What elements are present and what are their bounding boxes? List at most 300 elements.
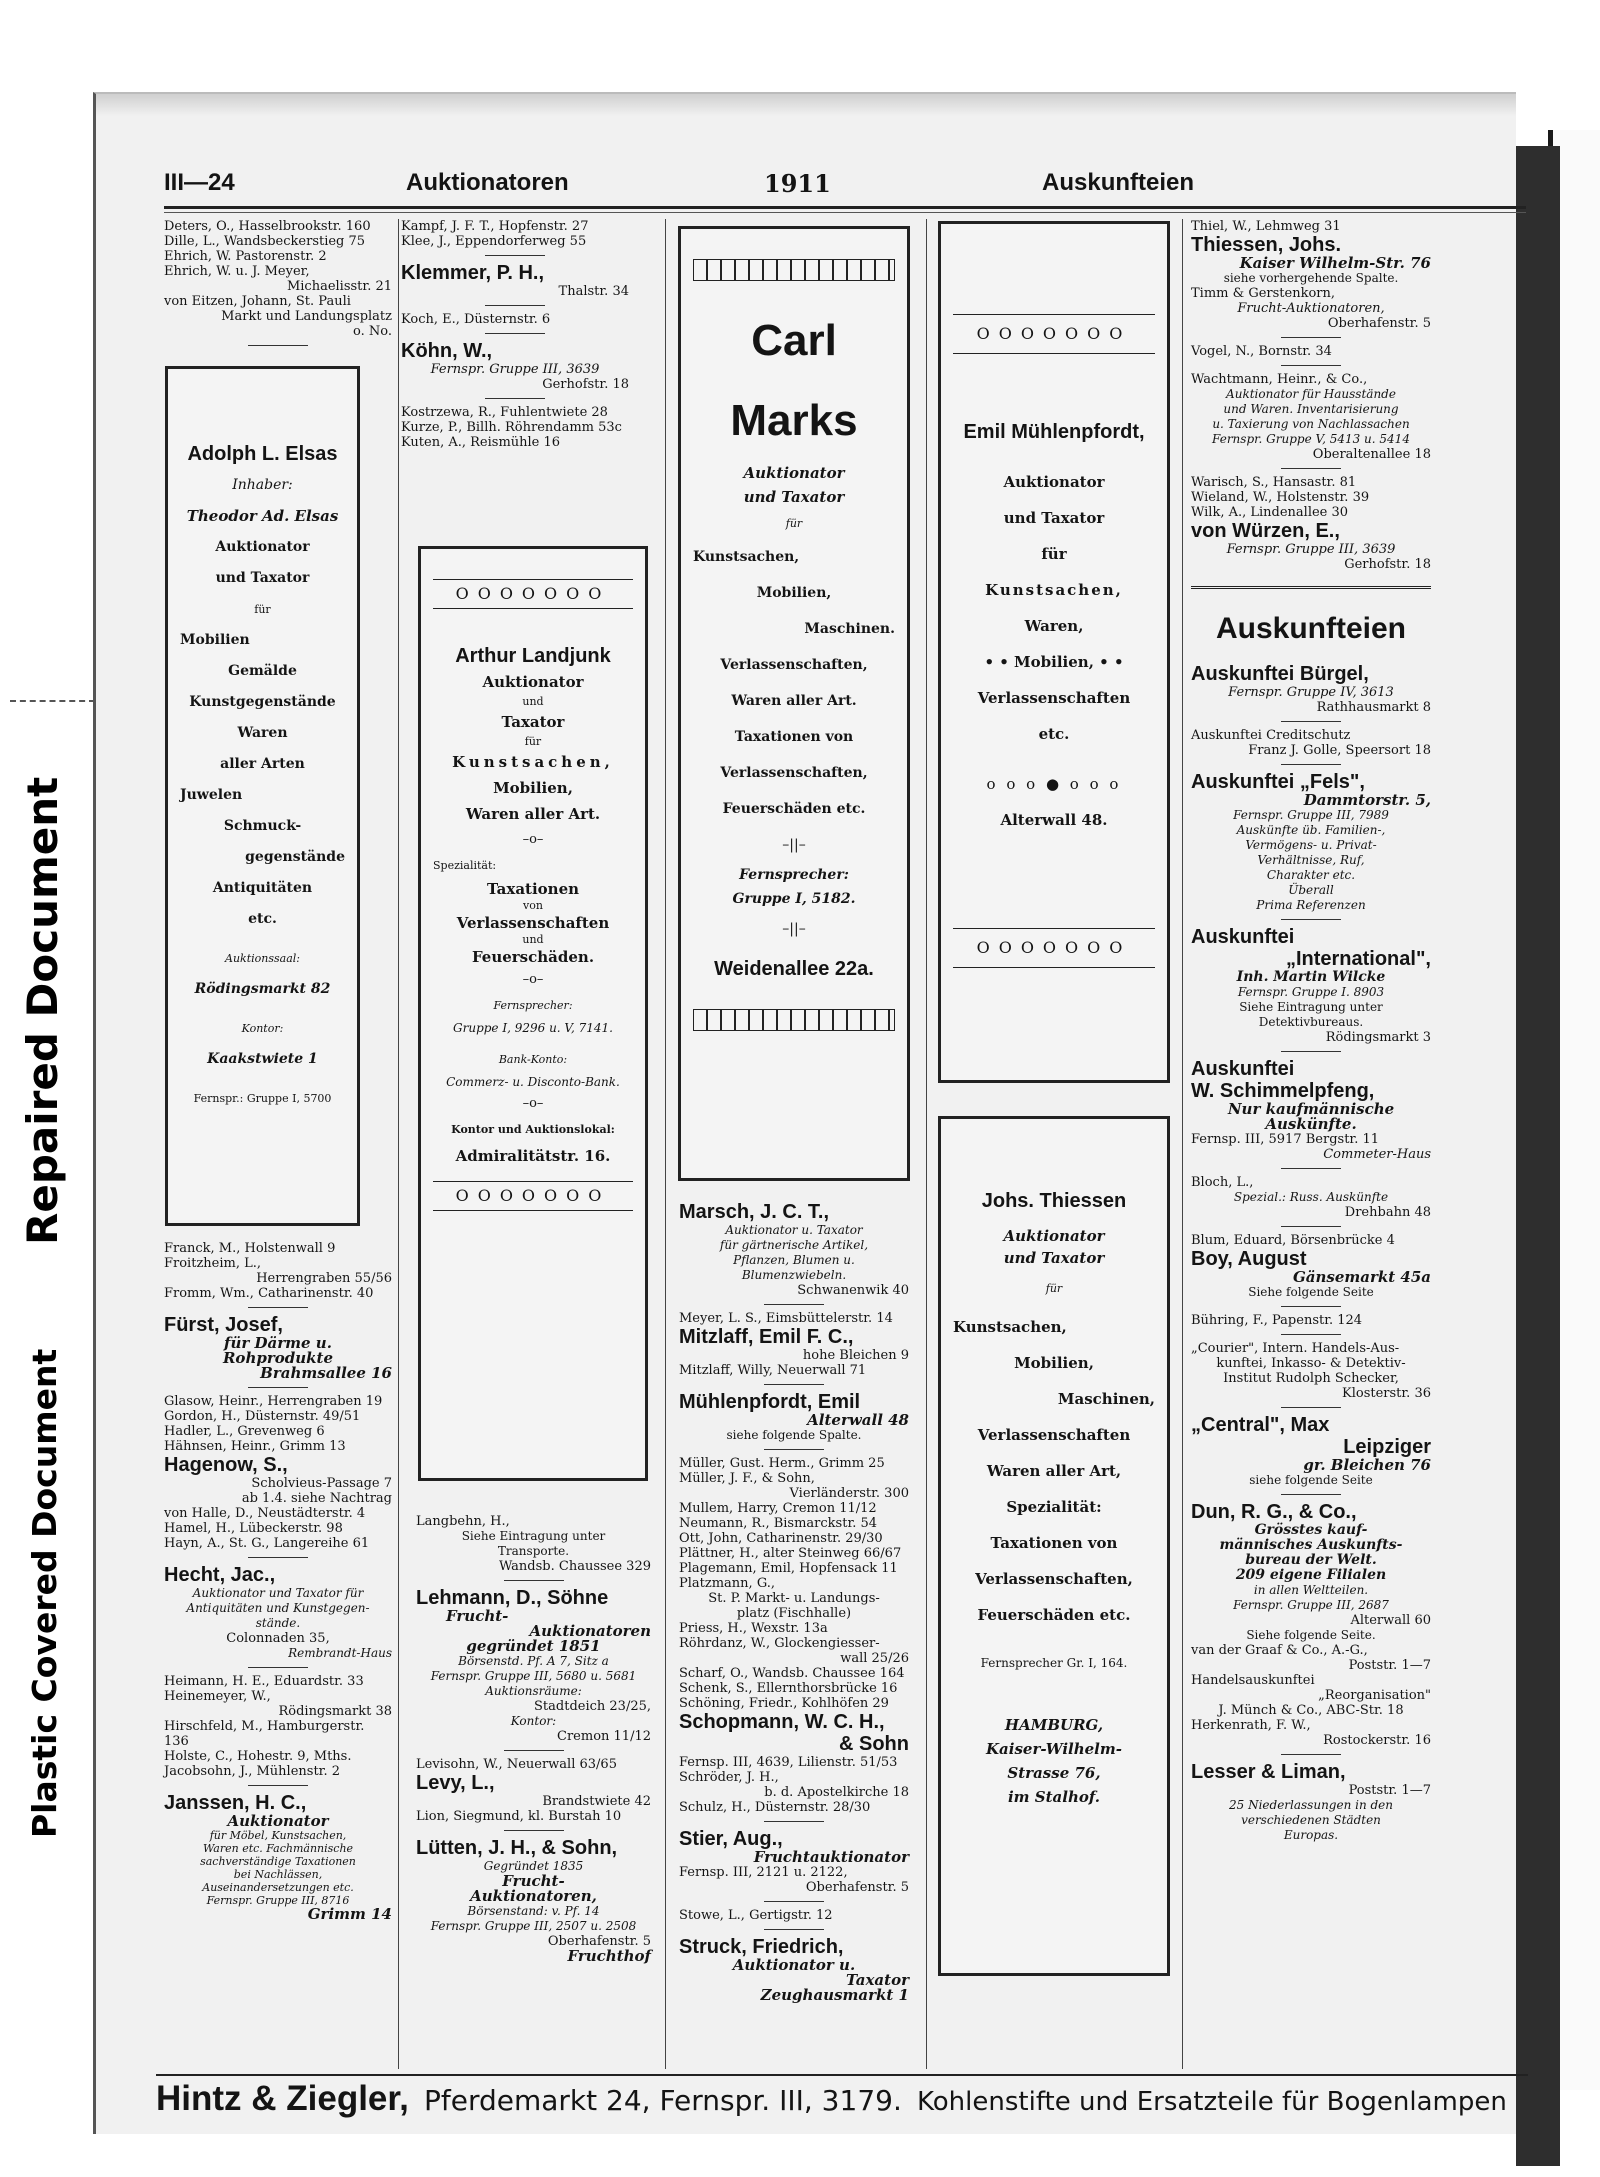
hecht-line: Antiquitäten und Kunstgegen-	[186, 1601, 370, 1615]
entry: Schöning, Friedr., Kohlhöfen 29	[679, 1696, 889, 1711]
marsch-line: Pflanzen, Blumen u.	[733, 1253, 855, 1267]
elsas-item: Antiquitäten	[212, 880, 313, 896]
entry: von Halle, D., Neustädterstr. 4	[164, 1506, 366, 1521]
lehmann-line: Fernspr. Gruppe III, 5680 u. 5681	[430, 1669, 637, 1683]
entry: Institut Rudolph Schecker,	[1223, 1371, 1399, 1386]
elsas-item: Waren	[237, 725, 288, 741]
thiessen-place: im Stalhof.	[1007, 1788, 1101, 1806]
hecht-line: Auktionator und Taxator für	[192, 1586, 364, 1600]
struck-line: Auktionator u.	[732, 1956, 856, 1974]
emil-line: • • Mobilien, • •	[984, 653, 1124, 671]
dun-line: bureau der Welt.	[1245, 1552, 1377, 1568]
emil-line: Kunstsachen,	[985, 581, 1123, 599]
schimmelpfeng-line: Nur kaufmännische	[1227, 1100, 1395, 1118]
international-line: Rödingsmarkt 3	[1325, 1030, 1431, 1045]
entry: Mitzlaff, Willy, Neuerwall 71	[679, 1363, 867, 1378]
entry: von Eitzen, Johann, St. Pauli	[164, 294, 351, 309]
muehlenpfordt-name: Mühlenpfordt, Emil	[679, 1391, 861, 1413]
entry: und Waren. Inventarisierung	[1223, 402, 1399, 416]
footer-rule	[156, 2074, 1528, 2076]
entry: Hamel, H., Lübeckerstr. 98	[164, 1521, 343, 1536]
entry: Vierländerstr. 300	[789, 1486, 909, 1501]
column-3-lower	[679, 1201, 909, 2003]
header-year: 1911	[764, 169, 831, 198]
central-name-2: Leipziger	[1343, 1436, 1431, 1458]
entry: Schenk, S., Ellernthorsbrücke 16	[679, 1681, 898, 1696]
struck-name: Struck, Friedrich,	[679, 1936, 844, 1958]
separator	[248, 1557, 308, 1558]
separator	[485, 398, 545, 399]
struck-line: Zeughausmarkt 1	[760, 1986, 909, 2004]
janssen-line: bei Nachlässen,	[233, 1868, 323, 1881]
janssen-line: für Möbel, Kunstsachen,	[209, 1829, 347, 1842]
entry: Rostockerstr. 16	[1323, 1733, 1431, 1748]
column-2	[401, 219, 629, 450]
entry: Ott, John, Catharinenstr. 29/30	[679, 1531, 883, 1546]
elsas-item: gegenstände	[245, 849, 345, 865]
dots-ornament: OOOOOOO	[953, 314, 1155, 354]
thiessen-line: Kaiser Wilhelm-Str. 76	[1239, 254, 1431, 272]
entry: Kostrzewa, R., Fuhlentwiete 28	[401, 405, 608, 420]
entry: Neumann, R., Bismarckstr. 54	[679, 1516, 878, 1531]
luetten-line: Gegründet 1835	[483, 1859, 584, 1873]
entry: Glasow, Heinr., Herrengraben 19	[164, 1394, 383, 1409]
boy-name: Boy, August	[1191, 1248, 1307, 1270]
ornament: –o–	[522, 972, 544, 987]
ornament: o o o ● o o o	[986, 775, 1122, 793]
fuerst-line: für Därme u.	[224, 1334, 332, 1352]
koehn-name: Köhn, W.,	[401, 340, 493, 362]
landjunk-bank-label: Bank-Konto:	[498, 1053, 568, 1066]
levy-address: Brandstwiete 42	[542, 1794, 651, 1809]
column-2-lower	[416, 1514, 651, 1964]
entry: Franck, M., Holstenwall 9	[164, 1241, 336, 1256]
landjunk-spezialitaet: Spezialität:	[433, 859, 497, 872]
wuerzen-name: von Würzen, E.,	[1191, 520, 1340, 542]
dun-line: Grösstes kauf-	[1254, 1522, 1368, 1538]
marks-line: Feuerschäden etc.	[722, 801, 866, 817]
elsas-item: Schmuck-	[223, 818, 302, 834]
thiessen-name: Johs. Thiessen	[981, 1190, 1127, 1212]
international-line: Detektivbureaus.	[1258, 1015, 1364, 1029]
struck-line: Taxator	[846, 1971, 909, 1989]
lehmann-line: gegründet 1851	[466, 1637, 601, 1655]
landjunk-advert	[418, 546, 648, 1481]
entry: Dille, L., Wandsbeckerstieg 75	[164, 234, 366, 249]
fels-line: Dammtorstr. 5,	[1303, 791, 1431, 809]
elsas-saal-label: Auktionssaal:	[225, 952, 300, 965]
entry: Bloch, L.,	[1191, 1175, 1254, 1190]
entry: Wilk, A., Lindenallee 30	[1191, 505, 1349, 520]
entry: o. No.	[353, 324, 392, 339]
page-top-shadow	[96, 94, 1516, 116]
separator	[1281, 1226, 1341, 1227]
dun-line: Siehe folgende Seite.	[1246, 1628, 1376, 1642]
separator	[248, 1387, 308, 1388]
entry: van der Graaf & Co., A.-G.,	[1191, 1643, 1368, 1658]
entry: Koch, E., Düsternstr. 6	[401, 312, 551, 327]
dots-ornament: OOOOOOO	[433, 579, 633, 609]
separator	[764, 1449, 824, 1450]
entry: Fernspr. Gruppe V, 5413 u. 5414	[1212, 432, 1410, 446]
marks-fern-number: Gruppe I, 5182.	[732, 891, 856, 907]
entry: Ehrich, W. u. J. Meyer,	[164, 264, 310, 279]
elsas-saal-address: Rödingsmarkt 82	[194, 981, 331, 997]
entry: Heimann, H. E., Eduardstr. 33	[164, 1674, 364, 1689]
thiessen-line: Verlassenschaften	[977, 1426, 1131, 1444]
lesser-line: Europas.	[1283, 1828, 1339, 1842]
thiessen-line: siehe vorhergehende Spalte.	[1223, 271, 1399, 285]
page-number: III—24	[164, 169, 235, 196]
elsas-phone: Fernspr.: Gruppe I, 5700	[193, 1092, 332, 1105]
column-rule	[1182, 219, 1183, 2069]
landjunk-line: Auktionator	[482, 673, 584, 691]
separator	[248, 1785, 308, 1786]
entry: Klosterstr. 36	[1342, 1386, 1431, 1401]
entry: Michaelisstr. 21	[286, 279, 392, 294]
footer-firm: Hintz & Ziegler,	[156, 2079, 409, 2118]
entry: Auskunftei Creditschutz	[1191, 728, 1351, 743]
separator	[764, 1929, 824, 1930]
janssen-line: sachverständige Taxationen	[200, 1855, 356, 1868]
central-line: gr. Bleichen 76	[1303, 1456, 1431, 1474]
elsas-item: etc.	[248, 911, 277, 927]
separator	[485, 333, 545, 334]
landjunk-line: Feuerschäden.	[471, 948, 595, 966]
marks-line: Waren aller Art.	[731, 693, 857, 709]
entry: Holste, C., Hohestr. 9, Mths.	[164, 1749, 352, 1764]
marks-line: Taxationen von	[734, 729, 854, 745]
marks-line: Maschinen.	[804, 621, 895, 637]
separator	[764, 1821, 824, 1822]
marks-line: Kunstsachen,	[693, 549, 800, 565]
emil-line: Auktionator	[1003, 473, 1105, 491]
entry: Oberaltenallee 18	[1312, 447, 1431, 462]
column-rule	[665, 219, 666, 2069]
lehmann-line: Cremon 11/12	[557, 1729, 651, 1744]
central-name: „Central", Max	[1191, 1414, 1330, 1436]
muehlenpfordt-line: Alterwall 48	[807, 1411, 909, 1429]
separator	[1281, 919, 1341, 920]
marsch-line: Schwanenwik 40	[797, 1283, 909, 1298]
entry: Mullem, Harry, Cremon 11/12	[679, 1501, 877, 1516]
thiessen-line: Auktionator	[1003, 1227, 1105, 1245]
levy-name: Levy, L.,	[416, 1772, 495, 1794]
entry: St. P. Markt- u. Landungs-	[708, 1591, 880, 1606]
boy-line: Siehe folgende Seite	[1248, 1285, 1374, 1299]
separator	[1281, 764, 1341, 765]
entry: Wieland, W., Holstenstr. 39	[1191, 490, 1370, 505]
lehmann-line: Stadtdeich 23/25,	[534, 1699, 651, 1714]
marks-line: Mobilien,	[756, 585, 832, 601]
fels-line: Auskünfte üb. Familien-,	[1236, 823, 1386, 837]
entry: Froitzheim, L.,	[164, 1256, 262, 1271]
lesser-name: Lesser & Liman,	[1191, 1761, 1346, 1783]
elsas-owner: Theodor Ad. Elsas	[186, 507, 339, 525]
separator	[485, 305, 545, 306]
landjunk-line: Taxationen	[486, 880, 580, 898]
entry: Wandsb. Chaussee 329	[498, 1559, 651, 1574]
luetten-line: Auktionatoren,	[470, 1887, 597, 1905]
entry: Handelsauskunftei	[1191, 1673, 1315, 1688]
separator	[504, 1750, 564, 1751]
elsas-line: für	[254, 603, 271, 616]
boy-line: Gänsemarkt 45a	[1292, 1268, 1431, 1286]
emil-line: etc.	[1038, 725, 1070, 743]
plastic-covered-label: Plastic Covered Document	[25, 1348, 64, 1838]
separator	[1281, 721, 1341, 722]
lehmann-line: Börsenstd. Pf. A 7, Sitz a	[458, 1654, 609, 1668]
janssen-name: Janssen, H. C.,	[164, 1792, 307, 1814]
lehmann-name: Lehmann, D., Söhne	[416, 1587, 609, 1609]
marks-line: Verlassenschaften,	[720, 765, 868, 781]
column-rule	[398, 219, 399, 2069]
entry: Wachtmann, Heinr., & Co.,	[1191, 372, 1368, 387]
elsas-item: Mobilien	[180, 632, 250, 648]
entry: Klee, J., Eppendorferweg 55	[401, 234, 587, 249]
mitzlaff-name: Mitzlaff, Emil F. C.,	[679, 1326, 854, 1348]
entry: Herrengraben 55/56	[256, 1271, 392, 1286]
thiessen-line: und Taxator	[1003, 1249, 1105, 1267]
luetten-line: Frucht-	[502, 1872, 565, 1890]
thiessen-line: Waren aller Art,	[986, 1462, 1122, 1480]
lesser-line: Poststr. 1—7	[1348, 1783, 1431, 1798]
international-name-2: „International",	[1285, 948, 1431, 970]
entry: u. Taxierung von Nachlassachen	[1212, 417, 1410, 431]
entry: Vogel, N., Bornstr. 34	[1191, 344, 1332, 359]
marks-address: Weidenallee 22a.	[714, 958, 874, 980]
entry: J. Münch & Co., ABC-Str. 18	[1218, 1703, 1404, 1718]
landjunk-line: und	[522, 695, 544, 708]
entry: Röhrdanz, W., Glockengiesser-	[679, 1636, 880, 1651]
marks-line: und Taxator	[743, 488, 845, 506]
lesser-line: verschiedenen Städten	[1241, 1813, 1381, 1827]
international-line: Inh. Martin Wilcke	[1236, 969, 1386, 985]
entry: Stowe, L., Gertigstr. 12	[679, 1908, 833, 1923]
marks-name: Carl Marks	[730, 316, 858, 445]
fels-line: Fernspr. Gruppe III, 7989	[1233, 808, 1389, 822]
marks-fern-label: Fernsprecher:	[739, 867, 849, 883]
dashed-divider	[10, 700, 95, 702]
separator	[248, 1307, 308, 1308]
separator	[1281, 1334, 1341, 1335]
entry: Deters, O., Hasselbrookstr. 160	[164, 219, 371, 234]
buergel-name: Auskunftei Bürgel,	[1191, 663, 1369, 685]
separator	[504, 1830, 564, 1831]
mitzlaff-line: hohe Bleichen 9	[802, 1348, 909, 1363]
marks-line: Auktionator	[743, 464, 845, 482]
lehmann-line: Kontor:	[510, 1714, 557, 1728]
thiessen-city: HAMBURG,	[1004, 1716, 1104, 1734]
marsch-name: Marsch, J. C. T.,	[679, 1201, 830, 1223]
entry: Schröder, J. H.,	[679, 1770, 779, 1785]
elsas-item: Kunstgegenstände	[189, 694, 336, 710]
elsas-line: und Taxator	[215, 570, 310, 586]
dun-name: Dun, R. G., & Co.,	[1191, 1501, 1357, 1523]
entry: Thiel, W., Lehmweg 31	[1191, 219, 1341, 234]
entry: Levisohn, W., Neuerwall 63/65	[416, 1757, 617, 1772]
emil-line: Verlassenschaften	[977, 689, 1131, 707]
landjunk-line: Waren aller Art.	[465, 805, 601, 823]
page-binding-edge	[1516, 146, 1560, 2166]
separator	[1281, 468, 1341, 469]
emil-name: Emil Mühlenpfordt,	[963, 421, 1145, 443]
separator	[1281, 1754, 1341, 1755]
muehlenpfordt-line: siehe folgende Spalte.	[726, 1428, 862, 1442]
fuerst-line: Rohprodukte	[222, 1349, 334, 1367]
entry: Langbehn, H.,	[416, 1514, 510, 1529]
column-1-lower	[164, 1241, 392, 1922]
fels-line: Überall	[1288, 883, 1334, 897]
separator	[1281, 1407, 1341, 1408]
entry: Rödingsmarkt 38	[278, 1704, 392, 1719]
emil-address: Alterwall 48.	[1000, 811, 1108, 829]
elsas-kontor-label: Kontor:	[241, 1022, 284, 1035]
emil-line: für	[1041, 545, 1067, 563]
entry: Hadler, L., Grevenweg 6	[164, 1424, 325, 1439]
entry: Plättner, H., alter Steinweg 66/67	[679, 1546, 902, 1561]
footer-advert	[156, 2079, 1536, 2119]
fels-line: Vermögens- u. Privat-	[1245, 838, 1377, 852]
entry: Hirschfeld, M., Hamburgerstr. 136	[164, 1719, 365, 1749]
buergel-line: Rathhausmarkt 8	[1316, 700, 1431, 715]
entry: Franz J. Golle, Speersort 18	[1248, 743, 1431, 758]
ornament: –||–	[782, 837, 806, 853]
elsas-item: aller Arten	[220, 756, 305, 772]
hecht-line: stände.	[255, 1616, 301, 1630]
entry: Ehrich, W. Pastorenstr. 2	[164, 249, 327, 264]
landjunk-line: Verlassenschaften	[456, 914, 610, 932]
separator	[1281, 365, 1341, 366]
entry: platz (Fischhalle)	[736, 1606, 852, 1621]
koehn-line: Fernspr. Gruppe III, 3639	[430, 362, 600, 377]
stier-line: Fernsp. III, 2121 u. 2122,	[679, 1865, 848, 1880]
elsas-item: Juwelen	[180, 787, 243, 803]
entry: Gordon, H., Düsternstr. 49/51	[164, 1409, 361, 1424]
entry: Markt und Landungsplatz	[221, 309, 392, 324]
entry: Platzmann, G.,	[679, 1576, 776, 1591]
thiessen-advert	[938, 1116, 1170, 1976]
entry: Auktionator für Hausstände	[1226, 387, 1396, 401]
header-rule	[164, 206, 1526, 213]
elsas-advert	[165, 366, 360, 1226]
marks-line: für	[785, 517, 803, 530]
entry: Frucht-Auktionatoren,	[1237, 301, 1385, 316]
landjunk-fern-number: Gruppe I, 9296 u. V, 7141.	[453, 1021, 613, 1035]
entry: Meyer, L. S., Eimsbüttelerstr. 14	[679, 1311, 893, 1326]
lehmann-line: Auktionatoren	[529, 1622, 651, 1640]
dun-line: männisches Auskunfts-	[1219, 1537, 1403, 1553]
entry: b. d. Apostelkirche 18	[764, 1785, 909, 1800]
fuerst-line: Brahmsallee 16	[260, 1364, 392, 1382]
thiessen-street: Kaiser-Wilhelm-	[986, 1740, 1122, 1758]
lehmann-line: Frucht-	[446, 1607, 509, 1625]
schimmelpfeng-line: Auskünfte.	[1265, 1115, 1357, 1133]
landjunk-line: und	[522, 933, 544, 946]
fels-line: Verhältnisse, Ruf,	[1257, 853, 1365, 867]
hagenow-line: ab 1.4. siehe Nachtrag	[241, 1491, 392, 1506]
luetten-name: Lütten, J. H., & Sohn,	[416, 1837, 618, 1859]
marsch-line: für gärtnerische Artikel,	[719, 1238, 869, 1252]
schimmelpfeng-line: Fernsp. III, 5917 Bergstr. 11	[1191, 1132, 1380, 1147]
schopmann-line: Fernsp. III, 4639, Lilienstr. 51/53	[679, 1755, 898, 1770]
separator	[485, 255, 545, 256]
entry: Müller, J. F., & Sohn,	[679, 1471, 815, 1486]
entry: Müller, Gust. Herm., Grimm 25	[679, 1456, 885, 1471]
wuerzen-line: Fernspr. Gruppe III, 3639	[1226, 542, 1396, 557]
koehn-line: Gerhofstr. 18	[542, 377, 629, 392]
thiessen-line: Kunstsachen,	[953, 1318, 1067, 1336]
janssen-line: Auseinandersetzungen etc.	[202, 1881, 354, 1894]
column-5	[1191, 219, 1431, 1843]
fuerst-name: Fürst, Josef,	[164, 1314, 283, 1336]
dun-line: Alterwall 60	[1350, 1613, 1431, 1628]
entry: Transporte.	[497, 1544, 570, 1558]
schopmann-name-2: & Sohn	[839, 1733, 909, 1755]
stier-name: Stier, Aug.,	[679, 1828, 783, 1850]
thiessen-phone: Fernsprecher Gr. I, 164.	[980, 1656, 1128, 1670]
stier-line: Fruchtauktionator	[753, 1848, 909, 1866]
international-name: Auskunftei	[1191, 926, 1295, 948]
separator	[1281, 337, 1341, 338]
entry: Timm & Gerstenkorn,	[1191, 286, 1335, 301]
schimmelpfeng-name: Auskunftei	[1191, 1058, 1295, 1080]
luetten-line: Oberhafenstr. 5	[547, 1934, 651, 1949]
thiessen-line: für	[1045, 1282, 1063, 1295]
central-line: siehe folgende Seite	[1249, 1473, 1373, 1487]
document-page	[93, 92, 1516, 2134]
fels-line: Prima Referenzen	[1256, 898, 1366, 912]
janssen-line: Fernspr. Gruppe III, 8716	[206, 1894, 350, 1907]
emil-muehlenpfordt-advert	[938, 221, 1170, 1083]
column-1	[164, 219, 392, 352]
international-line: Fernspr. Gruppe I. 8903	[1237, 985, 1385, 999]
thiessen-line: Feuerschäden etc.	[977, 1606, 1131, 1624]
ornament: –o–	[522, 1096, 544, 1111]
entry: Lion, Siegmund, kl. Burstah 10	[416, 1809, 622, 1824]
buergel-line: Fernspr. Gruppe IV, 3613	[1228, 685, 1394, 700]
lehmann-line: Auktionsräume:	[485, 1684, 582, 1698]
hecht-name: Hecht, Jac.,	[164, 1564, 276, 1586]
entry: Warisch, S., Hansastr. 81	[1191, 475, 1357, 490]
entry: Siehe Eintragung unter	[461, 1529, 606, 1543]
stier-line: Oberhafenstr. 5	[805, 1880, 909, 1895]
dots-ornament: OOOOOOO	[953, 928, 1155, 968]
separator	[1281, 1494, 1341, 1495]
marsch-line: Auktionator u. Taxator	[725, 1223, 863, 1237]
entry: Poststr. 1—7	[1348, 1658, 1431, 1673]
ornament: –o–	[522, 832, 544, 847]
klemmer-address: Thalstr. 34	[558, 284, 629, 299]
thiessen-line: Taxationen von	[990, 1534, 1118, 1552]
side-annotations	[10, 700, 95, 2150]
schopmann-name: Schopmann, W. C. H.,	[679, 1711, 885, 1733]
separator	[1281, 1168, 1341, 1169]
entry: Scharf, O., Wandsb. Chaussee 164	[679, 1666, 905, 1681]
thiessen-line: Mobilien,	[1014, 1354, 1094, 1372]
entry: Schulz, H., Düsternstr. 28/30	[679, 1800, 871, 1815]
thiessen-line: Maschinen,	[1057, 1390, 1155, 1408]
ornament: –||–	[782, 921, 806, 937]
entry: „Courier", Intern. Handels-Aus-	[1191, 1341, 1400, 1356]
separator	[764, 1304, 824, 1305]
thiessen-line: Spezialität:	[1006, 1498, 1102, 1516]
entry: Drehbahn 48	[1344, 1205, 1431, 1220]
separator	[248, 1667, 308, 1668]
schimmelpfeng-name-2: W. Schimmelpfeng,	[1191, 1080, 1375, 1102]
thiessen-street-2: Strasse 76,	[1007, 1764, 1101, 1782]
luetten-line: Fruchthof	[567, 1947, 651, 1965]
